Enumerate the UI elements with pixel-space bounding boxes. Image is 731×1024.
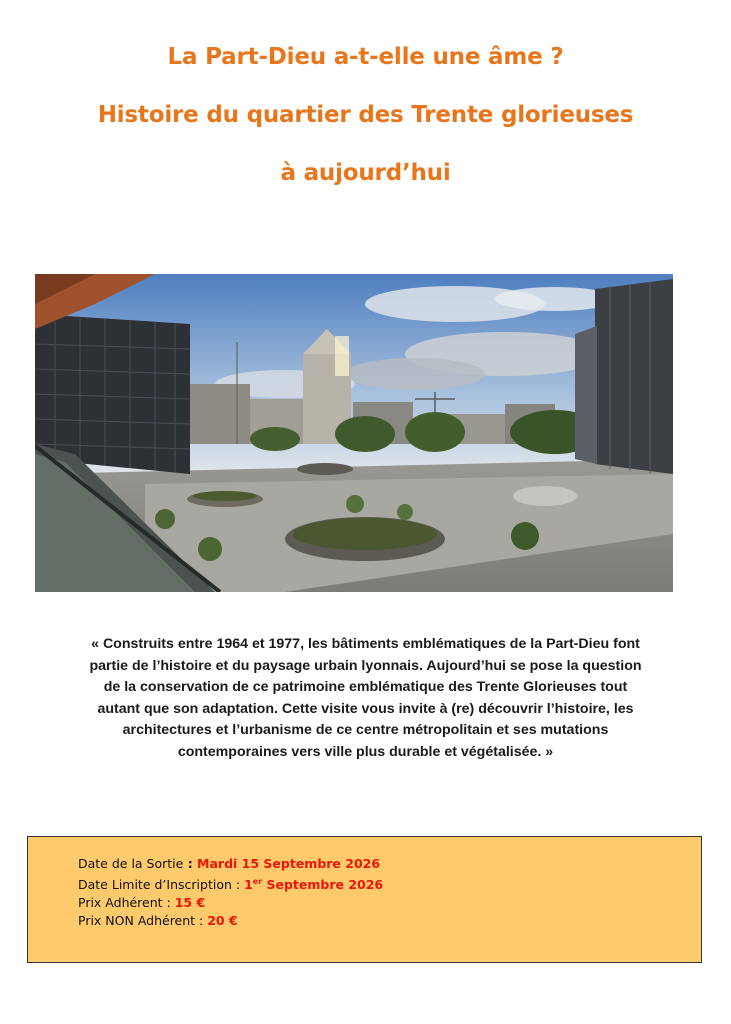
quote-line: autant que son adaptation. Cette visite vous invite à (re) découvrir l’histoire, les	[97, 700, 634, 717]
outing-date-line	[78, 855, 383, 873]
event-info-box	[27, 836, 702, 963]
registration-deadline-label: Date Limite d’Inscription :	[78, 877, 245, 893]
quote-line: « Construits entre 1964 et 1977, les bâtiments emblématiques de la Part-Dieu font	[91, 636, 640, 652]
registration-deadline-line	[78, 873, 383, 894]
quote-line: architectures et l’urbanisme de ce centre métropolitain et ses mutations	[122, 722, 609, 739]
deadline-ordinal: er	[252, 877, 263, 886]
outing-date-label: Date de la Sortie	[78, 856, 184, 871]
deadline-day: 1	[244, 877, 253, 893]
title-line-3: à aujourd’hui	[280, 160, 451, 186]
nonmember-price-label: Prix NON Adhérent :	[78, 913, 208, 929]
member-price-value: 15 €	[174, 895, 206, 911]
description-quote	[30, 634, 701, 764]
deadline-rest: Septembre 2026	[262, 877, 384, 893]
quote-line: contemporaines vers ville plus durable et végétalisée. »	[177, 743, 554, 760]
title-line-1: La Part-Dieu a-t-elle une âme ?	[167, 44, 564, 70]
nonmember-price-line	[78, 912, 383, 930]
title-line-2: Histoire du quartier des Trente glorieuses	[97, 102, 634, 128]
outing-date-value: Mardi 15 Septembre 2026	[197, 856, 381, 871]
member-price-line	[78, 894, 383, 912]
member-price-label: Prix Adhérent :	[78, 895, 175, 911]
quote-line: partie de l’histoire et du paysage urbain lyonnais. Aujourd’hui se pose la question	[89, 657, 642, 674]
quote-line: de la conservation de ce patrimoine emblématique des Trente Glorieuses tout	[103, 679, 628, 696]
outing-date-separator: :	[183, 856, 198, 871]
registration-deadline-value	[244, 877, 383, 892]
part-dieu-photo	[35, 274, 673, 592]
nonmember-price-value: 20 €	[207, 913, 238, 929]
